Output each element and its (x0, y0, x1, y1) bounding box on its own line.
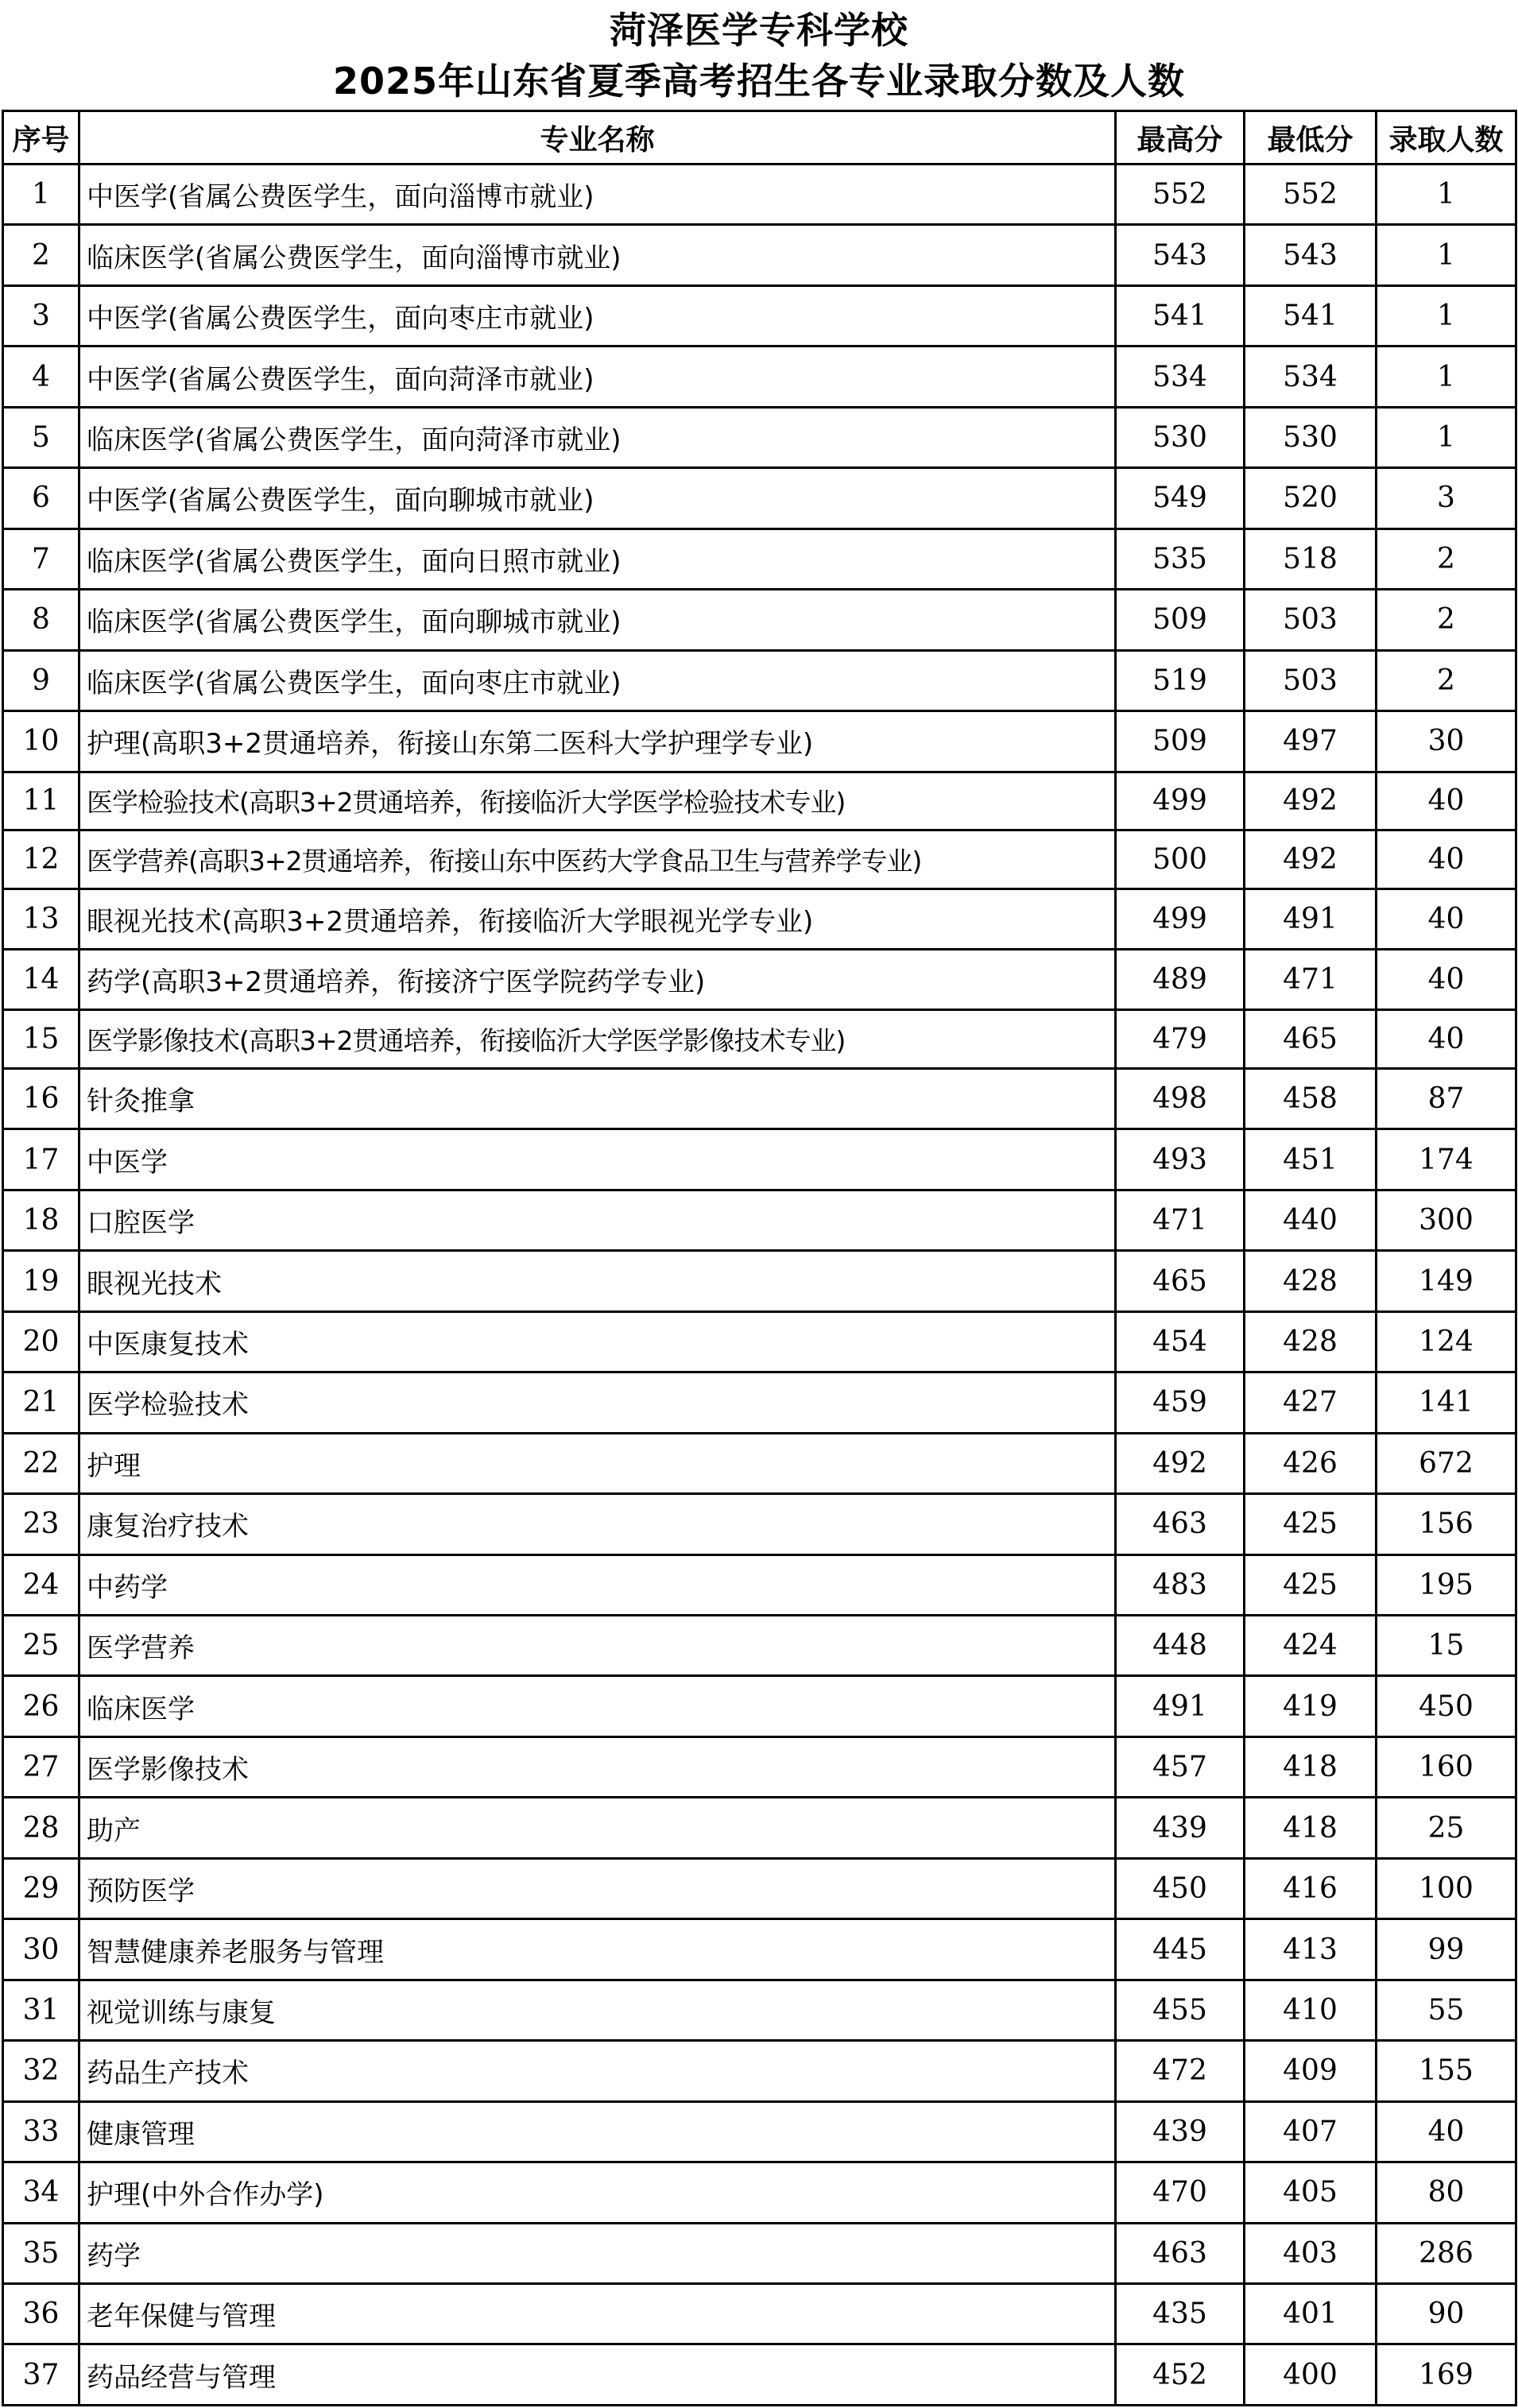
cell-min-score: 503 (1245, 590, 1377, 650)
cell-max-score: 500 (1116, 830, 1245, 889)
cell-admitted-count: 156 (1377, 1494, 1516, 1554)
cell-max-score: 483 (1116, 1554, 1245, 1615)
cell-max-score: 534 (1116, 346, 1245, 407)
cell-admitted-count: 169 (1377, 2344, 1516, 2406)
cell-admitted-count: 124 (1377, 1311, 1516, 1372)
cell-admitted-count: 40 (1377, 1010, 1516, 1069)
cell-min-score: 424 (1245, 1616, 1377, 1676)
cell-min-score: 426 (1245, 1433, 1377, 1493)
cell-max-score: 470 (1116, 2162, 1245, 2223)
cell-max-score: 463 (1116, 2223, 1245, 2283)
cell-admitted-count: 100 (1377, 1858, 1516, 1918)
cell-max-score: 549 (1116, 468, 1245, 528)
cell-max-score: 552 (1116, 165, 1245, 225)
cell-max-score: 535 (1116, 528, 1245, 589)
cell-max-score: 452 (1116, 2344, 1245, 2406)
cell-major-name: 针灸推拿 (79, 1068, 1116, 1129)
cell-major-name: 护理(高职3+2贯通培养，衔接山东第二医科大学护理学专业) (79, 711, 1116, 772)
cell-admitted-count: 1 (1377, 225, 1516, 285)
table-row (3, 711, 1516, 772)
cell-admitted-count: 672 (1377, 1433, 1516, 1493)
cell-major-name: 老年保健与管理 (79, 2284, 1116, 2344)
cell-no: 35 (3, 2223, 79, 2283)
cell-no: 28 (3, 1798, 79, 1858)
cell-admitted-count: 15 (1377, 1616, 1516, 1676)
cell-major-name: 中医学(省属公费医学生，面向枣庄市就业) (79, 285, 1116, 346)
cell-max-score: 543 (1116, 225, 1245, 285)
cell-admitted-count: 55 (1377, 1980, 1516, 2040)
cell-min-score: 530 (1245, 407, 1377, 467)
cell-min-score: 451 (1245, 1129, 1377, 1190)
cell-min-score: 492 (1245, 830, 1377, 889)
cell-no: 30 (3, 1919, 79, 1980)
cell-admitted-count: 1 (1377, 407, 1516, 467)
cell-major-name: 医学营养(高职3+2贯通培养，衔接山东中医药大学食品卫生与营养学专业) (79, 830, 1116, 889)
cell-major-name: 预防医学 (79, 1858, 1116, 1918)
table-row (3, 1554, 1516, 1615)
cell-major-name: 口腔医学 (79, 1190, 1116, 1250)
cell-max-score: 519 (1116, 650, 1245, 710)
cell-admitted-count: 40 (1377, 2101, 1516, 2162)
cell-major-name: 中医学 (79, 1129, 1116, 1190)
cell-min-score: 465 (1245, 1010, 1377, 1069)
cell-major-name: 药学 (79, 2223, 1116, 2283)
cell-min-score: 534 (1245, 346, 1377, 407)
cell-min-score: 520 (1245, 468, 1377, 528)
cell-major-name: 健康管理 (79, 2101, 1116, 2162)
table-row (3, 2101, 1516, 2162)
cell-admitted-count: 1 (1377, 165, 1516, 225)
cell-no: 31 (3, 1980, 79, 2040)
cell-no: 27 (3, 1736, 79, 1797)
table-row (3, 1190, 1516, 1250)
cell-min-score: 492 (1245, 772, 1377, 830)
header-count: 录取人数 (1377, 111, 1516, 165)
table-row (3, 1798, 1516, 1858)
cell-max-score: 463 (1116, 1494, 1245, 1554)
table-row (3, 1980, 1516, 2040)
table-row (3, 949, 1516, 1009)
table-row (3, 772, 1516, 830)
cell-min-score: 407 (1245, 2101, 1377, 2162)
cell-max-score: 445 (1116, 1919, 1245, 1980)
header-name: 专业名称 (79, 111, 1116, 165)
table-row (3, 2344, 1516, 2406)
cell-major-name: 药品生产技术 (79, 2041, 1116, 2101)
title-subtitle: 2025年山东省夏季高考招生各专业录取分数及人数 (332, 60, 1186, 103)
cell-admitted-count: 141 (1377, 1372, 1516, 1433)
cell-min-score: 413 (1245, 1919, 1377, 1980)
cell-min-score: 428 (1245, 1311, 1377, 1372)
table-row (3, 1010, 1516, 1069)
cell-admitted-count: 450 (1377, 1676, 1516, 1736)
table-row (3, 2223, 1516, 2283)
table-row (3, 225, 1516, 285)
cell-no: 33 (3, 2101, 79, 2162)
table-row (3, 2284, 1516, 2344)
cell-admitted-count: 2 (1377, 590, 1516, 650)
cell-min-score: 410 (1245, 1980, 1377, 2040)
cell-major-name: 中药学 (79, 1554, 1116, 1615)
cell-admitted-count: 160 (1377, 1736, 1516, 1797)
cell-major-name: 助产 (79, 1798, 1116, 1858)
cell-major-name: 临床医学(省属公费医学生，面向菏泽市就业) (79, 407, 1116, 467)
cell-admitted-count: 195 (1377, 1554, 1516, 1615)
cell-min-score: 418 (1245, 1798, 1377, 1858)
cell-max-score: 471 (1116, 1190, 1245, 1250)
cell-max-score: 439 (1116, 2101, 1245, 2162)
cell-admitted-count: 40 (1377, 830, 1516, 889)
table-row (3, 346, 1516, 407)
table-row (3, 1311, 1516, 1372)
table-row (3, 1919, 1516, 1980)
table-row (3, 650, 1516, 710)
table-header-row (3, 111, 1516, 165)
cell-admitted-count: 1 (1377, 285, 1516, 346)
cell-no: 26 (3, 1676, 79, 1736)
table-row (3, 888, 1516, 949)
cell-no: 3 (3, 285, 79, 346)
table-row (3, 528, 1516, 589)
cell-max-score: 465 (1116, 1251, 1245, 1311)
cell-no: 12 (3, 830, 79, 889)
cell-no: 29 (3, 1858, 79, 1918)
cell-major-name: 医学检验技术(高职3+2贯通培养，衔接临沂大学医学检验技术专业) (79, 772, 1116, 830)
cell-no: 6 (3, 468, 79, 528)
cell-no: 2 (3, 225, 79, 285)
table-row (3, 2162, 1516, 2223)
table-row (3, 407, 1516, 467)
cell-max-score: 479 (1116, 1010, 1245, 1069)
cell-max-score: 448 (1116, 1616, 1245, 1676)
cell-no: 7 (3, 528, 79, 589)
cell-no: 32 (3, 2041, 79, 2101)
cell-admitted-count: 300 (1377, 1190, 1516, 1250)
cell-admitted-count: 155 (1377, 2041, 1516, 2101)
cell-max-score: 472 (1116, 2041, 1245, 2101)
cell-major-name: 医学营养 (79, 1616, 1116, 1676)
table-row (3, 285, 1516, 346)
cell-admitted-count: 3 (1377, 468, 1516, 528)
cell-min-score: 458 (1245, 1068, 1377, 1129)
cell-no: 5 (3, 407, 79, 467)
cell-min-score: 419 (1245, 1676, 1377, 1736)
cell-admitted-count: 2 (1377, 528, 1516, 589)
cell-major-name: 临床医学 (79, 1676, 1116, 1736)
cell-max-score: 509 (1116, 711, 1245, 772)
cell-major-name: 医学影像技术(高职3+2贯通培养，衔接临沂大学医学影像技术专业) (79, 1010, 1116, 1069)
cell-max-score: 450 (1116, 1858, 1245, 1918)
cell-min-score: 440 (1245, 1190, 1377, 1250)
cell-max-score: 509 (1116, 590, 1245, 650)
cell-min-score: 497 (1245, 711, 1377, 772)
table-row (3, 1736, 1516, 1797)
cell-no: 1 (3, 165, 79, 225)
cell-admitted-count: 40 (1377, 888, 1516, 949)
cell-major-name: 中医学(省属公费医学生，面向淄博市就业) (79, 165, 1116, 225)
cell-min-score: 518 (1245, 528, 1377, 589)
cell-major-name: 视觉训练与康复 (79, 1980, 1116, 2040)
cell-no: 36 (3, 2284, 79, 2344)
cell-max-score: 455 (1116, 1980, 1245, 2040)
cell-min-score: 491 (1245, 888, 1377, 949)
cell-admitted-count: 40 (1377, 772, 1516, 830)
cell-no: 17 (3, 1129, 79, 1190)
table-row (3, 1251, 1516, 1311)
cell-admitted-count: 1 (1377, 346, 1516, 407)
cell-min-score: 541 (1245, 285, 1377, 346)
cell-major-name: 中医学(省属公费医学生，面向菏泽市就业) (79, 346, 1116, 407)
cell-no: 37 (3, 2344, 79, 2406)
cell-no: 34 (3, 2162, 79, 2223)
cell-admitted-count: 25 (1377, 1798, 1516, 1858)
cell-min-score: 425 (1245, 1554, 1377, 1615)
cell-admitted-count: 90 (1377, 2284, 1516, 2344)
cell-no: 19 (3, 1251, 79, 1311)
cell-no: 16 (3, 1068, 79, 1129)
cell-no: 22 (3, 1433, 79, 1493)
cell-no: 4 (3, 346, 79, 407)
cell-major-name: 医学影像技术 (79, 1736, 1116, 1797)
cell-major-name: 眼视光技术 (79, 1251, 1116, 1311)
cell-major-name: 护理(中外合作办学) (79, 2162, 1116, 2223)
cell-min-score: 401 (1245, 2284, 1377, 2344)
cell-max-score: 499 (1116, 772, 1245, 830)
cell-min-score: 405 (1245, 2162, 1377, 2223)
cell-major-name: 临床医学(省属公费医学生，面向聊城市就业) (79, 590, 1116, 650)
table-row (3, 590, 1516, 650)
cell-no: 21 (3, 1372, 79, 1433)
cell-major-name: 中医学(省属公费医学生，面向聊城市就业) (79, 468, 1116, 528)
cell-no: 25 (3, 1616, 79, 1676)
header-min: 最低分 (1245, 111, 1377, 165)
cell-min-score: 543 (1245, 225, 1377, 285)
cell-max-score: 541 (1116, 285, 1245, 346)
table-body (3, 165, 1516, 2406)
cell-major-name: 药学(高职3+2贯通培养，衔接济宁医学院药学专业) (79, 949, 1116, 1009)
cell-major-name: 智慧健康养老服务与管理 (79, 1919, 1116, 1980)
cell-min-score: 418 (1245, 1736, 1377, 1797)
cell-min-score: 503 (1245, 650, 1377, 710)
admission-score-table (2, 110, 1517, 2406)
cell-max-score: 439 (1116, 1798, 1245, 1858)
cell-major-name: 医学检验技术 (79, 1372, 1116, 1433)
table-row (3, 830, 1516, 889)
table-row (3, 1068, 1516, 1129)
cell-admitted-count: 174 (1377, 1129, 1516, 1190)
cell-major-name: 护理 (79, 1433, 1116, 1493)
cell-no: 15 (3, 1010, 79, 1069)
cell-admitted-count: 80 (1377, 2162, 1516, 2223)
cell-min-score: 428 (1245, 1251, 1377, 1311)
table-row (3, 1858, 1516, 1918)
table-row (3, 1129, 1516, 1190)
cell-min-score: 403 (1245, 2223, 1377, 2283)
table-row (3, 2041, 1516, 2101)
cell-max-score: 499 (1116, 888, 1245, 949)
cell-no: 9 (3, 650, 79, 710)
cell-max-score: 435 (1116, 2284, 1245, 2344)
table-row (3, 1676, 1516, 1736)
cell-admitted-count: 286 (1377, 2223, 1516, 2283)
table-row (3, 1372, 1516, 1433)
cell-max-score: 530 (1116, 407, 1245, 467)
cell-admitted-count: 149 (1377, 1251, 1516, 1311)
cell-major-name: 眼视光技术(高职3+2贯通培养，衔接临沂大学眼视光学专业) (79, 888, 1116, 949)
cell-admitted-count: 99 (1377, 1919, 1516, 1980)
table-row (3, 1616, 1516, 1676)
cell-no: 11 (3, 772, 79, 830)
header-no: 序号 (3, 111, 79, 165)
cell-min-score: 552 (1245, 165, 1377, 225)
cell-no: 24 (3, 1554, 79, 1615)
cell-min-score: 416 (1245, 1858, 1377, 1918)
cell-no: 10 (3, 711, 79, 772)
document-title (0, 0, 1518, 108)
cell-min-score: 471 (1245, 949, 1377, 1009)
cell-no: 23 (3, 1494, 79, 1554)
cell-no: 14 (3, 949, 79, 1009)
table-row (3, 468, 1516, 528)
cell-min-score: 409 (1245, 2041, 1377, 2101)
header-max: 最高分 (1116, 111, 1245, 165)
cell-major-name: 临床医学(省属公费医学生，面向日照市就业) (79, 528, 1116, 589)
cell-major-name: 药品经营与管理 (79, 2344, 1116, 2406)
cell-max-score: 457 (1116, 1736, 1245, 1797)
cell-major-name: 中医康复技术 (79, 1311, 1116, 1372)
cell-max-score: 491 (1116, 1676, 1245, 1736)
cell-admitted-count: 87 (1377, 1068, 1516, 1129)
title-school-name: 菏泽医学专科学校 (610, 9, 908, 52)
cell-no: 8 (3, 590, 79, 650)
cell-major-name: 康复治疗技术 (79, 1494, 1116, 1554)
cell-min-score: 400 (1245, 2344, 1377, 2406)
cell-major-name: 临床医学(省属公费医学生，面向枣庄市就业) (79, 650, 1116, 710)
cell-max-score: 454 (1116, 1311, 1245, 1372)
cell-max-score: 459 (1116, 1372, 1245, 1433)
cell-min-score: 425 (1245, 1494, 1377, 1554)
cell-max-score: 492 (1116, 1433, 1245, 1493)
cell-no: 13 (3, 888, 79, 949)
cell-admitted-count: 40 (1377, 949, 1516, 1009)
cell-min-score: 427 (1245, 1372, 1377, 1433)
cell-major-name: 临床医学(省属公费医学生，面向淄博市就业) (79, 225, 1116, 285)
table-row (3, 165, 1516, 225)
table-row (3, 1433, 1516, 1493)
cell-max-score: 489 (1116, 949, 1245, 1009)
cell-admitted-count: 2 (1377, 650, 1516, 710)
cell-no: 20 (3, 1311, 79, 1372)
cell-max-score: 493 (1116, 1129, 1245, 1190)
cell-admitted-count: 30 (1377, 711, 1516, 772)
cell-no: 18 (3, 1190, 79, 1250)
table-row (3, 1494, 1516, 1554)
cell-max-score: 498 (1116, 1068, 1245, 1129)
